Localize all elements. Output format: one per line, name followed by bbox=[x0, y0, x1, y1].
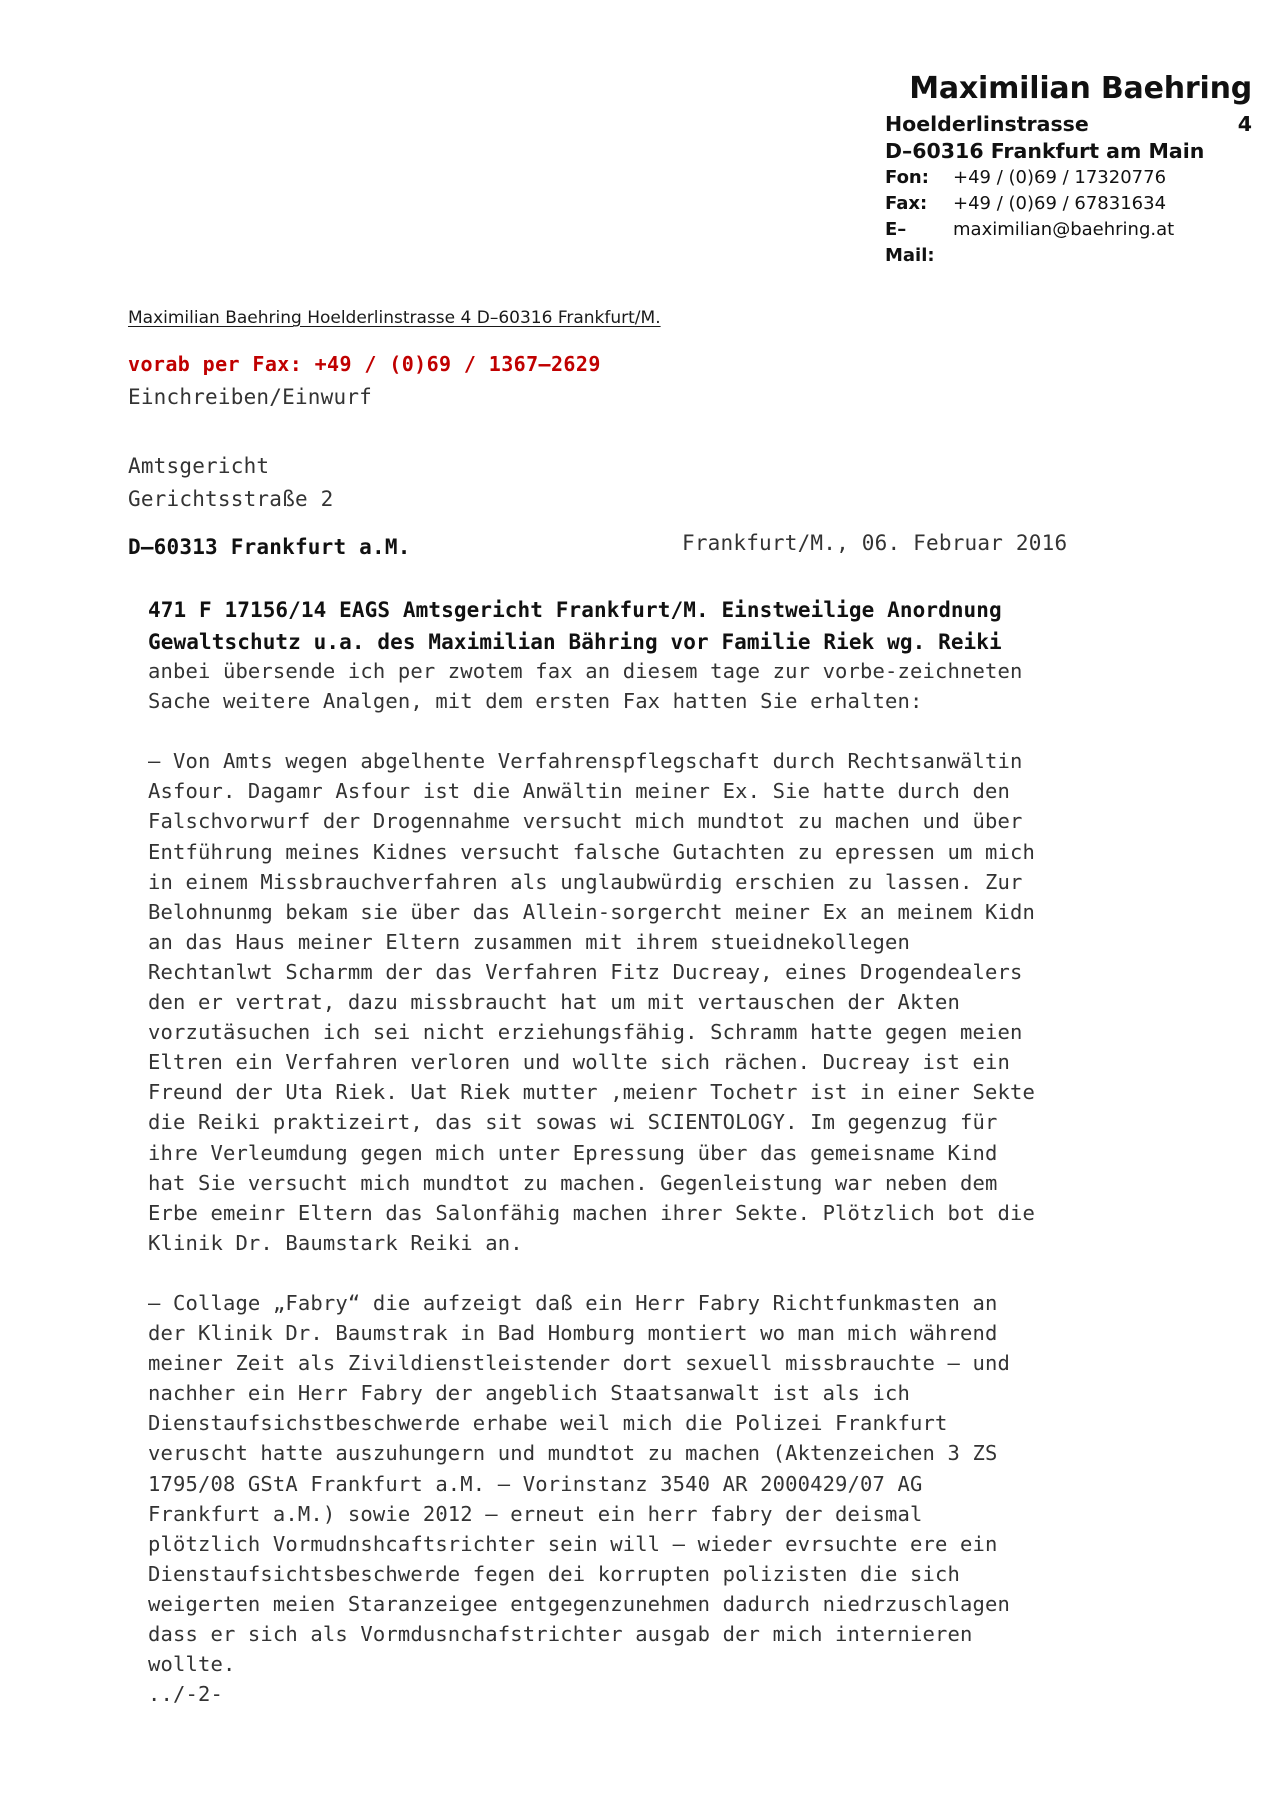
body-paragraph-intro bbox=[148, 656, 1148, 716]
recipient-line-1: Amtsgericht bbox=[128, 454, 270, 478]
body-paragraph-item-fabry bbox=[148, 1288, 1148, 1709]
subject-line-1: 471 F 17156/14 EAGS Amtsgericht Frankfurt/M. Einstweilige Anordnung bbox=[148, 598, 1002, 622]
body-line: Belohnunmg bekam sie über das Allein-sorgercht meiner Ex an meinem Kidn bbox=[148, 899, 1035, 924]
body-line: Falschvorwurf der Drogennahme versucht mich mundtot zu machen und über bbox=[148, 809, 1023, 834]
sender-name: Maximilian Baehring bbox=[909, 71, 1252, 106]
body-line: Frankfurt a.M.) sowie 2012 – erneut ein herr fabry der deismal bbox=[148, 1501, 923, 1526]
body-line: anbei übersende ich per zwotem fax an diesem tage zur vorbe-zeichneten bbox=[148, 659, 1023, 683]
fax-notice: vorab per Fax: +49 / (0)69 / 1367–2629 bbox=[128, 352, 601, 376]
body-line: Klinik Dr. Baumstark Reiki an. bbox=[148, 1230, 523, 1255]
sender-street: Hoelderlinstrasse bbox=[885, 111, 1089, 136]
sender-street-row bbox=[822, 111, 1252, 138]
body-line: weigerten meien Staranzeigee entgegenzunehmen dadurch niedrzuschlagen bbox=[148, 1591, 1010, 1616]
sender-fax-row bbox=[822, 191, 1252, 217]
sender-city: D–60316 Frankfurt am Main bbox=[885, 138, 1205, 163]
delivery-mode: Einchreiben/Einwurf bbox=[128, 385, 373, 409]
body-line: Freund der Uta Riek. Uat Riek mutter ,meienr Tochetr ist in einer Sekte bbox=[148, 1080, 1035, 1105]
body-line: plötzlich Vormudnshcaftsrichter sein will – wieder evrsuchte ere ein bbox=[148, 1531, 998, 1556]
body-line: Asfour. Dagamr Asfour ist die Anwältin meiner Ex. Sie hatte durch den bbox=[148, 779, 1010, 804]
body-line: – Collage „Fabry“ die aufzeigt daß ein Herr Fabry Richtfunkmasten an bbox=[148, 1290, 998, 1315]
recipient-city: D–60313 Frankfurt a.M. bbox=[128, 535, 411, 559]
fax-label: Fax: bbox=[885, 192, 928, 214]
body-line: Eltren ein Verfahren verloren und wollte sich rächen. Ducreay ist ein bbox=[148, 1050, 1010, 1075]
body-line: Erbe emeinr Eltern das Salonfähig machen ihrer Sekte. Plötzlich bot die bbox=[148, 1200, 1035, 1225]
body-line: hat Sie versucht mich mundtot zu machen. Gegenleistung war neben dem bbox=[148, 1170, 998, 1195]
body-line: Rechtanlwt Scharmm der das Verfahren Fitz Ducreay, eines Drogendealers bbox=[148, 959, 1023, 984]
email-label: E–Mail: bbox=[885, 218, 935, 266]
phone-value: +49 / (0)69 / 17320776 bbox=[953, 166, 1167, 188]
body-line: die Reiki praktizeirt, das sit sowas wi SCIENTOLOGY. Im gegenzug für bbox=[148, 1110, 998, 1135]
sender-email-row bbox=[822, 217, 1252, 269]
subject-block bbox=[148, 595, 1158, 658]
letter-body bbox=[148, 656, 1148, 1709]
body-line: an das Haus meiner Eltern zusammen mit ihrem stueidnekollegen bbox=[148, 929, 911, 954]
body-line: Dienstaufsichtsbeschwerde fegen dei korrupten polizisten die sich bbox=[148, 1561, 960, 1586]
letterhead bbox=[822, 72, 1252, 269]
sender-house-number: 4 bbox=[1237, 111, 1252, 136]
recipient-line-2: Gerichtsstraße 2 bbox=[128, 487, 334, 512]
body-line: wollte. bbox=[148, 1652, 236, 1677]
body-line: dass er sich als Vormdusnchafstrichter ausgab der mich internieren bbox=[148, 1622, 973, 1646]
place-date: Frankfurt/M., 06. Februar 2016 bbox=[682, 531, 1068, 555]
body-line: 1795/08 GStA Frankfurt a.M. – Vorinstanz 3540 AR 2000429/07 AG bbox=[148, 1471, 923, 1496]
body-line: der Klinik Dr. Baumstrak in Bad Homburg montiert wo man mich während bbox=[148, 1321, 998, 1346]
body-paragraph-item-asfour bbox=[148, 746, 1148, 1258]
body-line: ../-2- bbox=[148, 1682, 223, 1707]
body-line: in einem Missbrauchverfahren als unglaubwürdig erschien zu lassen. Zur bbox=[148, 869, 1023, 894]
body-line: Entführung meines Kidnes versucht falsche Gutachten zu epressen um mich bbox=[148, 839, 1035, 864]
body-line: Sache weitere Analgen, mit dem ersten Fax hatten Sie erhalten: bbox=[148, 689, 923, 714]
body-line: meiner Zeit als Zivildienstleistender dort sexuell missbrauchte – und bbox=[148, 1351, 1010, 1376]
body-line: den er vertrat, dazu missbraucht hat um mit vertauschen der Akten bbox=[148, 990, 960, 1015]
body-line: nachher ein Herr Fabry der angeblich Staatsanwalt ist als ich bbox=[148, 1381, 911, 1406]
fax-value: +49 / (0)69 / 67831634 bbox=[953, 192, 1167, 214]
body-line: veruscht hatte auszuhungern und mundtot zu machen (Aktenzeichen 3 ZS bbox=[148, 1441, 998, 1466]
return-address: Maximilian Baehring Hoelderlinstrasse 4 D–60316 Frankfurt/M. bbox=[128, 308, 661, 328]
body-line: ihre Verleumdung gegen mich unter Epressung über das gemeisname Kind bbox=[148, 1140, 998, 1165]
body-line: vorzutäsuchen ich sei nicht erziehungsfähig. Schramm hatte gegen meien bbox=[148, 1020, 1023, 1045]
sender-phone-row bbox=[822, 165, 1252, 191]
phone-label: Fon: bbox=[885, 166, 929, 188]
email-value: maximilian@baehring.at bbox=[953, 218, 1175, 240]
body-line: – Von Amts wegen abgelhente Verfahrenspflegschaft durch Rechtsanwältin bbox=[148, 749, 1023, 774]
body-line: Dienstaufsichstbeschwerde erhabe weil mich die Polizei Frankfurt bbox=[148, 1411, 948, 1436]
recipient-address bbox=[128, 450, 334, 516]
subject-line-2: Gewaltschutz u.a. des Maximilian Bähring vor Familie Riek wg. Reiki bbox=[148, 629, 1002, 654]
